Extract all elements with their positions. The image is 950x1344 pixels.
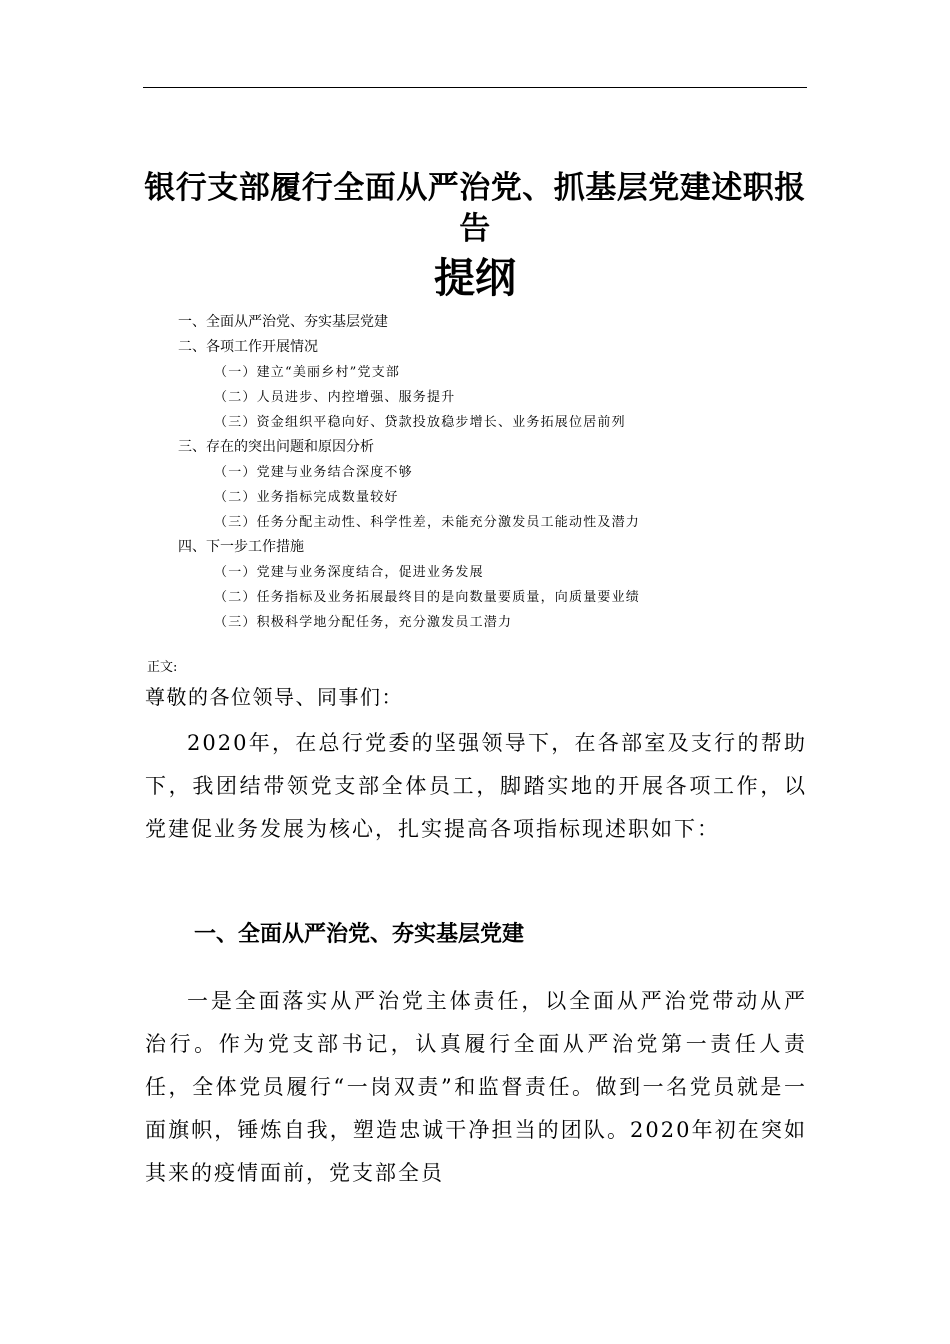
body-label: 正文: (147, 660, 178, 675)
body-paragraph: 一是全面落实从严治党主体责任，以全面从严治党带动从严治行。作为党支部书记，认真履行全面从严治党第一责任人责任，全体党员履行“一岗双责”和监督责任。做到一名党员就是一面旗帜，锤炼自我，塑造忠诚干净担当的团队。2020年初在突如其来的疫情面前，党支部全员 (145, 989, 807, 1185)
outline-item: （一）党建与业务结合深度不够 (214, 465, 413, 480)
outline-item: （三）积极科学地分配任务，充分激发员工潜力 (214, 615, 513, 630)
outline-heading: 一、全面从严治党、夯实基层党建 (178, 314, 388, 330)
document-subtitle: 提纲 (434, 254, 516, 302)
outline-heading: 三、存在的突出问题和原因分析 (178, 439, 374, 455)
body-paragraph: 2020年，在总行党委的坚强领导下，在各部室及支行的帮助下，我团结带领党支部全体员工，脚踏实地的开展各项工作，以党建促业务发展为核心，扎实提高各项指标现述职如下： (145, 731, 807, 841)
outline-item: （二）任务指标及业务拓展最终目的是向数量要质量，向质量要业绩 (214, 590, 641, 605)
header-rule (143, 87, 807, 88)
document-title: 银行支部履行全面从严治党、抓基层党建述职报告 (144, 170, 806, 247)
outline-item: （二）人员进步、内控增强、服务提升 (214, 390, 456, 405)
outline (178, 310, 818, 635)
salutation: 尊敬的各位领导、同事们： (145, 685, 403, 709)
outline-heading: 四、下一步工作措施 (178, 539, 304, 555)
outline-item: （一）建立“美丽乡村”党支部 (214, 365, 401, 380)
section-heading: 一、全面从严治党、夯实基层党建 (194, 922, 525, 947)
outline-item: （一）党建与业务深度结合，促进业务发展 (214, 565, 484, 580)
outline-item: （三）任务分配主动性、科学性差，未能充分激发员工能动性及潜力 (214, 515, 641, 530)
outline-heading: 二、各项工作开展情况 (178, 339, 318, 355)
outline-item: （三）资金组织平稳向好、贷款投放稳步增长、业务拓展位居前列 (214, 415, 626, 430)
outline-item: （二）业务指标完成数量较好 (214, 490, 399, 505)
